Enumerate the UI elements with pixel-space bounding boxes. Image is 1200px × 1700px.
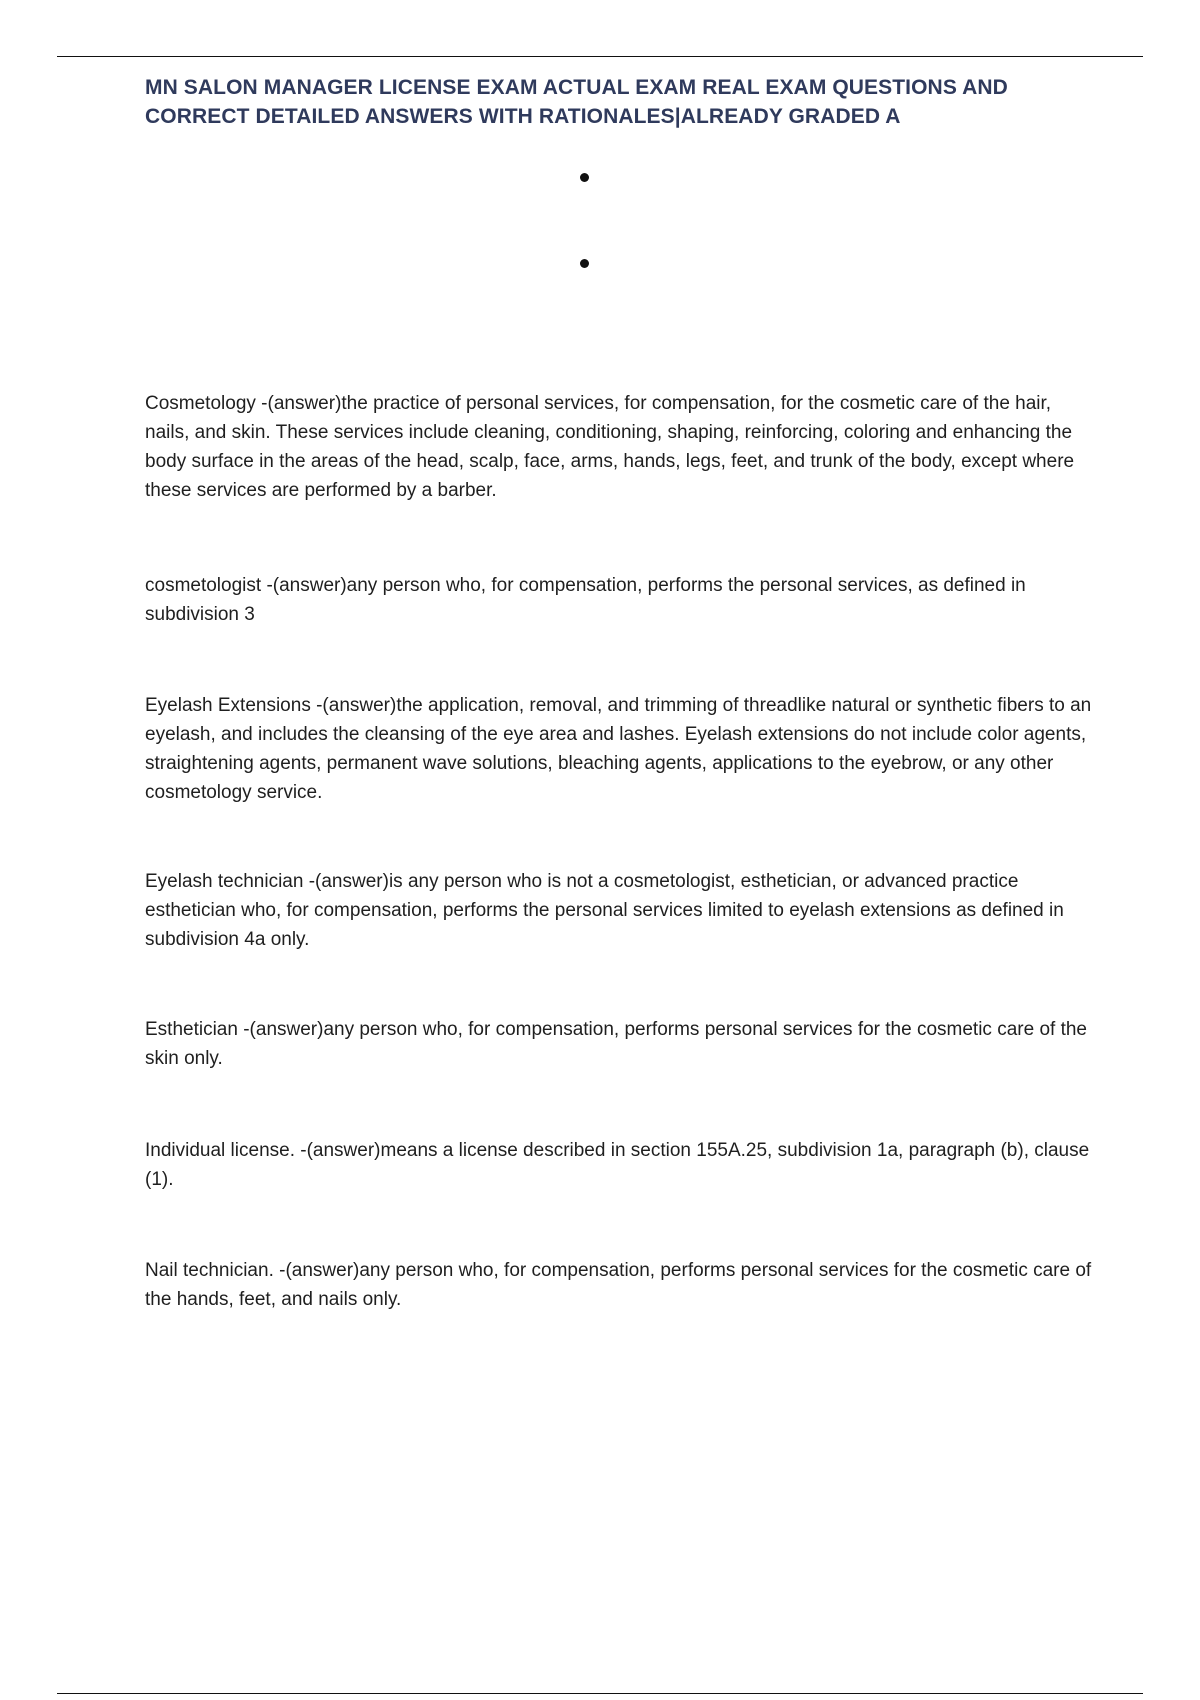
top-rule: [57, 56, 1143, 57]
definition-eyelash-technician: Eyelash technician -(answer)is any person who is not a cosmetologist, esthetician, or advanced practice esthetician who, for compensation, performs the personal services limited to eyelash extensions as defined in subdivision 4a only.: [145, 871, 1064, 950]
definition-esthetician: Esthetician -(answer)any person who, for compensation, performs personal services for the cosmetic care of the skin only.: [145, 1019, 1087, 1069]
bullet-dot: [580, 259, 589, 268]
definition-cosmetology: Cosmetology -(answer)the practice of personal services, for compensation, for the cosmetic care of the hair, nails, and skin. These services include cleaning, conditioning, shaping, reinforcing, coloring and enhancing the body surface in the areas of the head, scalp, face, arms, hands, legs, feet, and trunk of the body, except where these services are performed by a barber.: [145, 393, 1075, 501]
bullet-dot: [580, 173, 589, 182]
document-title: MN SALON MANAGER LICENSE EXAM ACTUAL EXAM REAL EXAM QUESTIONS AND CORRECT DETAILED ANSWERS WITH RATIONALES|ALREADY GRADED A: [145, 76, 1008, 128]
definition-cosmetologist: cosmetologist -(answer)any person who, for compensation, performs the personal services, as defined in subdivision 3: [145, 575, 1026, 625]
definition-individual-license: Individual license. -(answer)means a license described in section 155A.25, subdivision 1a, paragraph (b), clause (1).: [145, 1140, 1090, 1190]
definition-nail-technician: Nail technician. -(answer)any person who, for compensation, performs personal services for the cosmetic care of the hands, feet, and nails only.: [145, 1260, 1092, 1310]
bottom-rule: [57, 1693, 1143, 1694]
definition-eyelash-extensions: Eyelash Extensions -(answer)the application, removal, and trimming of threadlike natural or synthetic fibers to an eyelash, and includes the cleansing of the eye area and lashes. Eyelash extensions do not include color agents, straightening agents, permanent wave solutions, bleaching agents, applications to the eyebrow, or any other cosmetology service.: [145, 695, 1092, 803]
